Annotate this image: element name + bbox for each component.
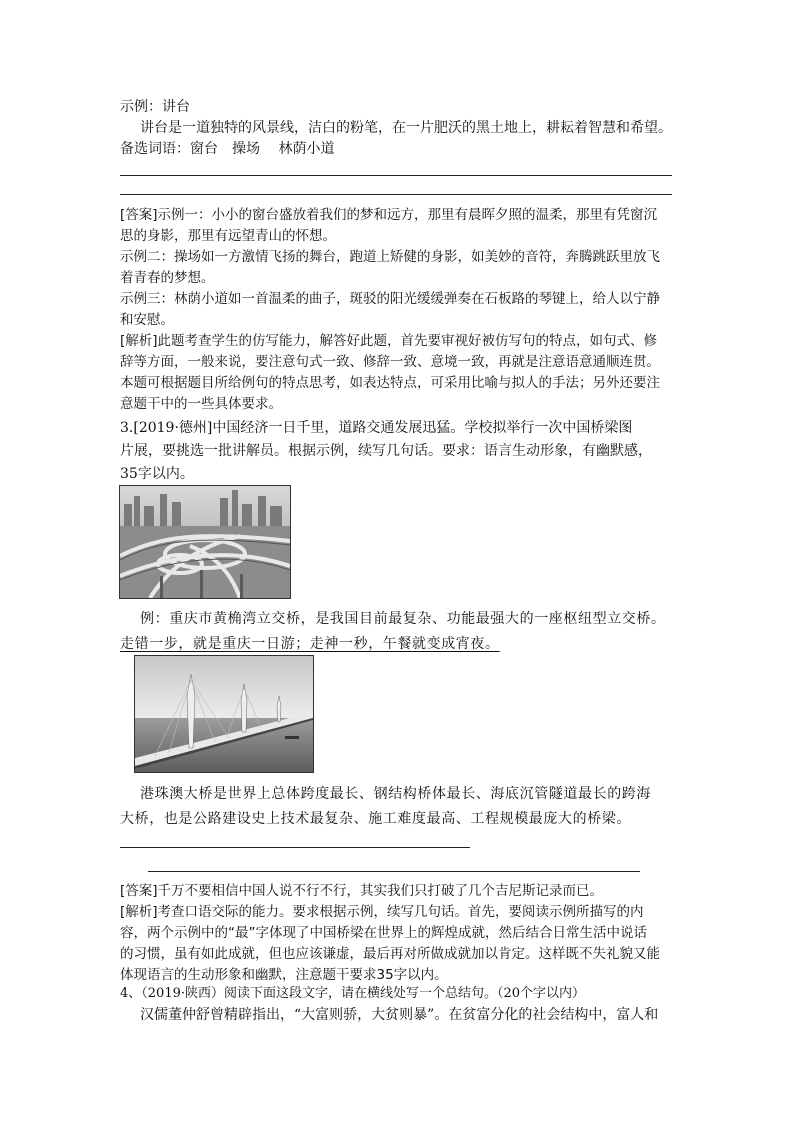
- answer1-line-6: 和安慰。: [120, 312, 174, 328]
- answer1-line-2: 思的身影，那里有远望青山的怀想。: [120, 228, 336, 244]
- bridge-example-underlined: 走错一步，就是重庆一日游；走神一秒，午餐就变成宵夜。: [120, 636, 500, 652]
- answer3-line-3: 容，两个示例中的“最”字体现了中国桥梁在世界上的辉煌成就，然后结合日常生活中说话: [120, 925, 647, 941]
- answer3-blank-line-1: [120, 847, 470, 848]
- bridge-description-line-2: 大桥，也是公路建设史上技术最复杂、施工难度最高、工程规模最庞大的桥梁。: [120, 811, 631, 827]
- answer3-line-5: 体现语言的生动形象和幽默，注意题干要求35字以内。: [120, 967, 448, 983]
- interchange-photo: [119, 485, 291, 599]
- sea-bridge-image: [135, 656, 313, 772]
- answer1-line-4: 着青春的梦想。: [120, 270, 215, 286]
- interchange-image: [120, 486, 290, 598]
- answer1-line-8: 辞等方面，一般来说，要注意句式一致、修辞一致、意境一致，再就是注意语意通顺连贯。: [120, 354, 660, 370]
- example-label: 示例：讲台: [120, 99, 190, 115]
- answer1-line-10: 意题干中的一些具体要求。: [120, 396, 282, 412]
- example-sentence: 讲台是一道独特的风景线，洁白的粉笔，在一片肥沃的黑土地上，耕耘着智慧和希望。: [140, 120, 672, 136]
- answer3-line-4: 的习惯，虽有如此成就，但也应该谦虚，最后再对所做成就加以肯定。这样既不失礼貌又能: [120, 946, 660, 962]
- answer1-line-7: [解析]此题考查学生的仿写能力，解答好此题，首先要审视好被仿写句的特点，如句式、修: [120, 333, 658, 349]
- question3-line-3: 35字以内。: [120, 466, 194, 482]
- example-options: 备选词语：窗台 操场 林荫小道: [120, 141, 335, 157]
- bridge-example-line-1: 例：重庆市黄桷湾立交桥，是我国目前最复杂、功能最强大的一座枢纽型立交桥。: [140, 611, 666, 627]
- question3-line-2: 片展，要挑选一批讲解员。根据示例，续写几句话。要求：语言生动形象，有幽默感，: [120, 443, 652, 459]
- question3-line-1: 3.[2019·德州]中国经济一日千里，道路交通发展迅猛。学校拟举行一次中国桥梁图: [120, 420, 633, 436]
- question4-title: 4、（2019·陕西）阅读下面这段文字，请在横线处写一个总结句。（20个字以内）: [120, 986, 586, 1001]
- bridge-description-line-1: 港珠澳大桥是世界上总体跨度最长、钢结构桥体最长、海底沉管隧道最长的跨海: [140, 786, 651, 802]
- answer3-line-2: [解析]考查口语交际的能力。要求根据示例，续写几句话。首先，要阅读示例所描写的内: [120, 904, 644, 920]
- answer-blank-line-1: [120, 175, 672, 176]
- answer3-line-1: [答案]千万不要相信中国人说不行不行，其实我们只打破了几个吉尼斯记录而已。: [120, 883, 604, 899]
- bridge-example-line-2: [120, 634, 680, 654]
- answer1-line-3: 示例二：操场如一方激情飞扬的舞台，跑道上矫健的身影，如美妙的音符，奔腾跳跃里放飞: [120, 249, 660, 265]
- answer1-line-5: 示例三：林荫小道如一首温柔的曲子，斑驳的阳光缓缓弹奏在石板路的琴键上，给人以宁静: [120, 291, 660, 307]
- answer1-line-1: [答案]示例一：小小的窗台盛放着我们的梦和远方，那里有晨晖夕照的温柔，那里有凭窗沉: [120, 207, 658, 223]
- answer3-blank-line-2: [148, 871, 640, 872]
- answer1-line-9: 本题可根据题目所给例句的特点思考，如表达特点，可采用比喻与拟人的手法；另外还要注: [120, 375, 660, 391]
- sea-bridge-photo: [134, 655, 314, 773]
- answer-blank-line-2: [120, 194, 672, 195]
- question4-text: 汉儒董仲舒曾精辟指出，“大富则骄，大贫则暴”。在贫富分化的社会结构中，富人和: [140, 1007, 659, 1023]
